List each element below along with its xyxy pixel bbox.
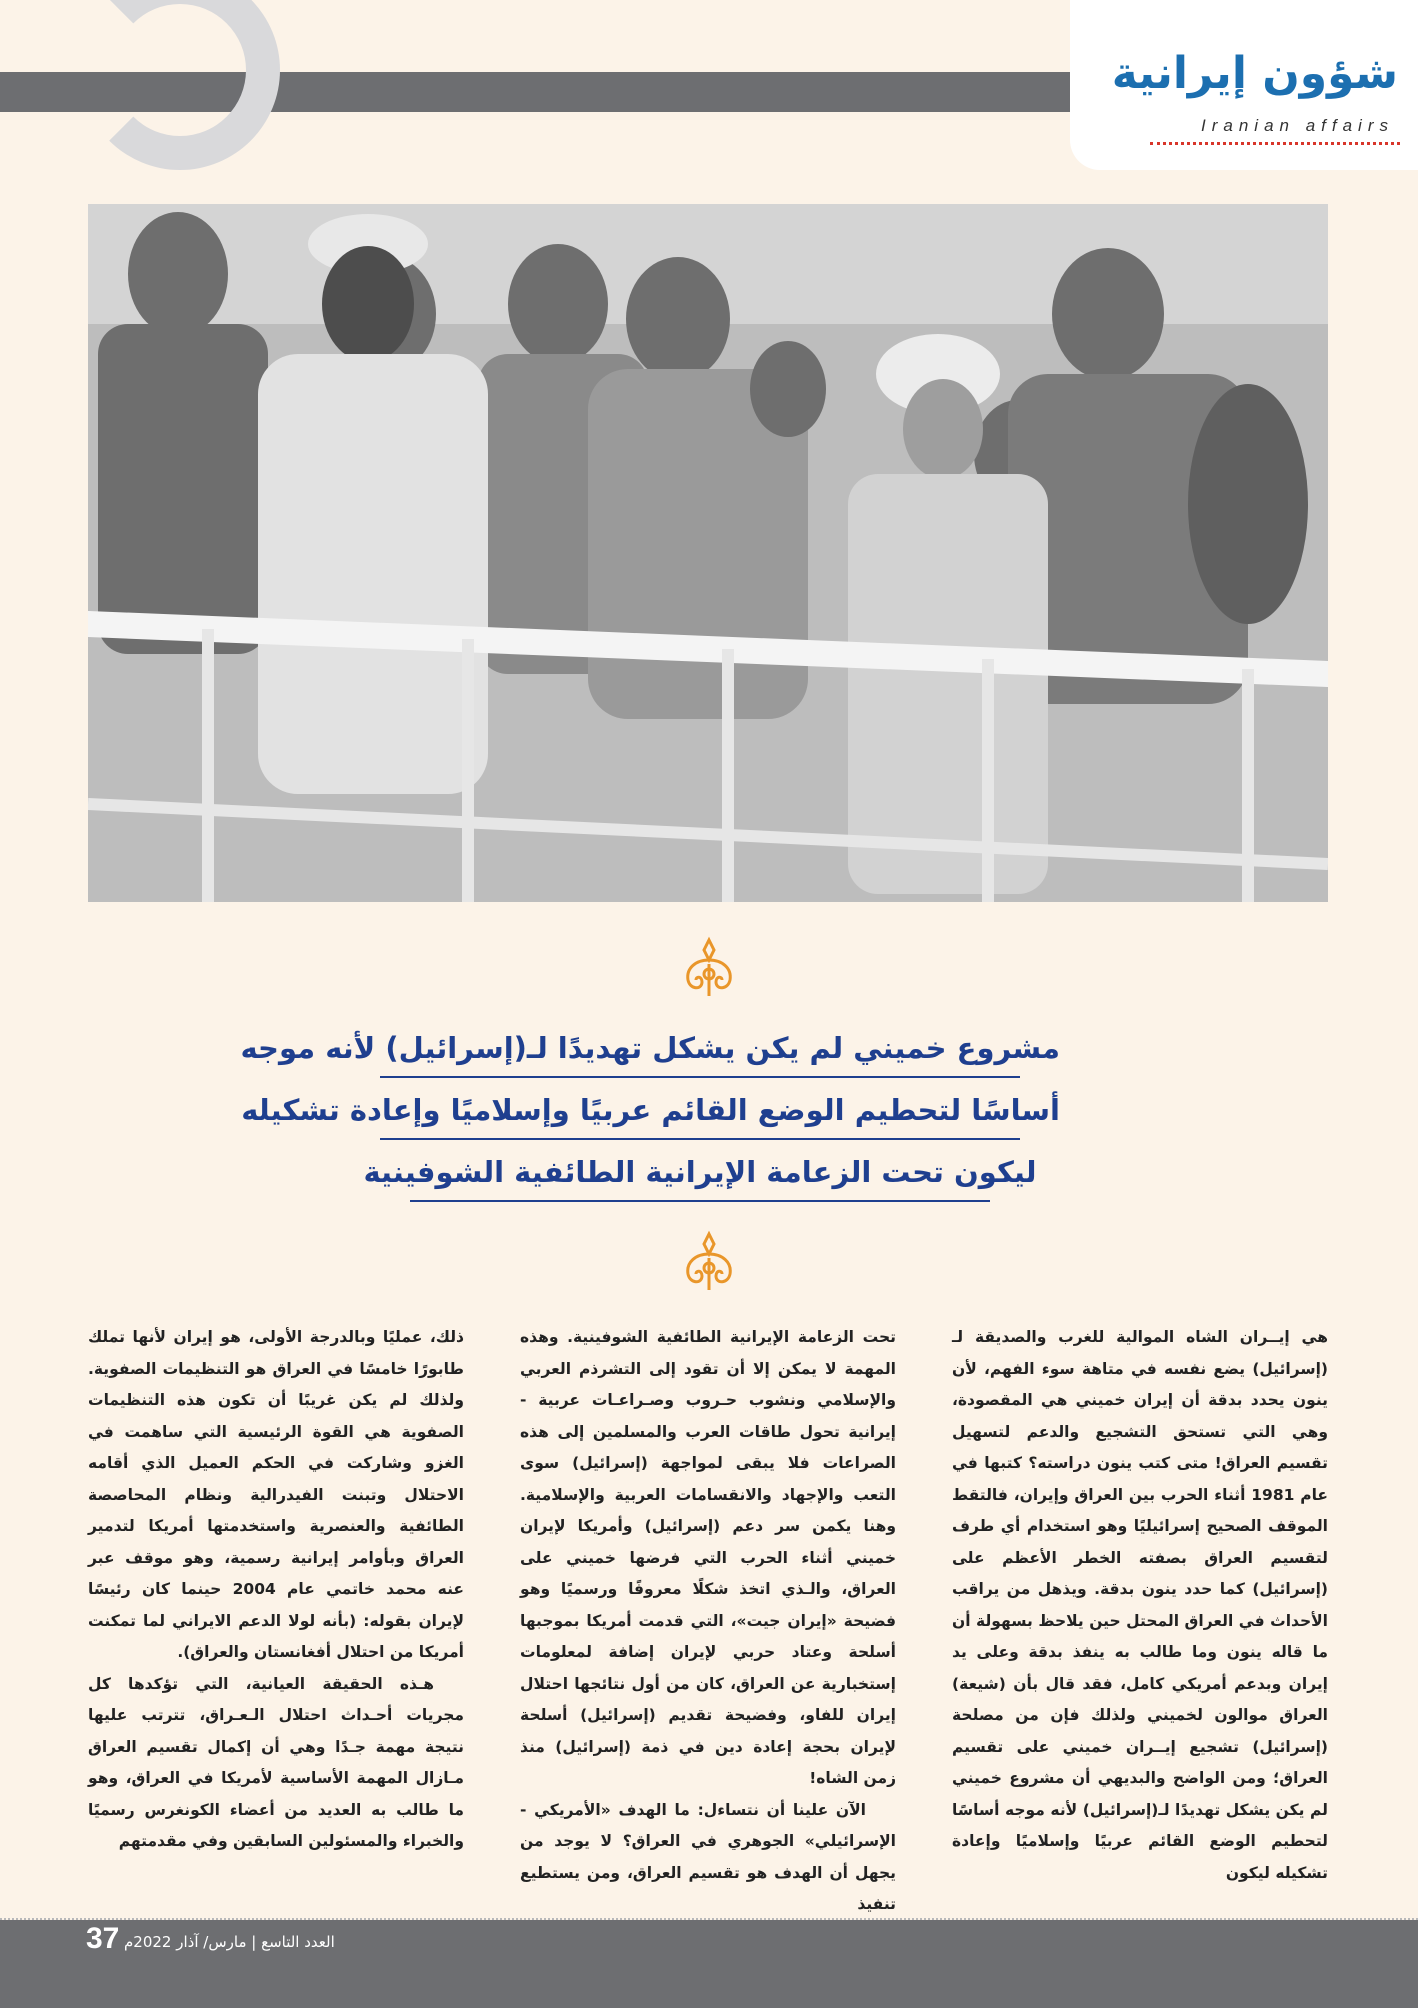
article-body xyxy=(88,1322,1328,1913)
paragraph: هي إيــران الشاه الموالية للغرب والصديقة لـ (إسرائيل) يضع نفسه في متاهة سوء الفهم، لأن ينون يحدد بدقة أن إيران خميني هي المقصودة، وهي التي تستحق التشجيع والدعم لتسهيل تقسيم العراق! متى كتب ينون دراسته؟ كتبها في عام 1981 أثناء الحرب بين العراق وإيران، فالتقط الموقف الصحيح إسرائيليًا وهو استخدام أي طرف لتقسيم العراق بصفته الخطر الأعظم على (إسرائيل) كما حدد ينون بدقة. ويذهل من يراقب الأحداث في العراق المحتل حين يلاحظ بسهولة أن ما قاله ينون وما طالب به ينفذ بدقة وعلى يد إيران وبدعم أمريكي كامل، فقد قال بأن (شيعة) العراق موالون لخميني ولذلك فإن من مصلحة (إسرائيل) تشجيع إيــران خميني على تقسيم العراق؛ ومن الواضح والبديهي أن مشروع خميني لم يكن يشكل تهديدًا لـ(إسرائيل) لأنه موجه أساسًا لتحطيم الوضع القائم عربيًا وإسلاميًا وإعادة تشكيله ليكون xyxy=(952,1328,1328,1882)
page-number: 37 xyxy=(86,1922,120,1955)
paragraph: هـذه الحقيقة العيانية، التي تؤكدها كل مجريات أحـداث احتلال الـعـراق، تترتب عليها نتيجة مهمة جـدًا وهي أن إكمال تقسيم العراق مـازال المهمة الأساسية لأمريكا في العراق، وهو ما طالب به العديد من أعضاء الكونغرس رسميًا والخبراء والمسئولين السابقين وفي مقدمتهم xyxy=(88,1674,464,1850)
logo-latin-text: Iranian affairs xyxy=(1201,116,1394,135)
paragraph: الآن علينا أن نتساءل: ما الهدف «الأمريكي - الإسرائيلي» الجوهري في العراق؟ لا يوجد من يجهل أن الهدف هو تقسيم العراق، ومن يستطيع تنفيذ xyxy=(520,1800,896,1913)
pull-quote-line-2: أساسًا لتحطيم الوضع القائم عربيًا وإسلاميًا وإعادة تشكيله xyxy=(241,1093,1060,1127)
historical-photo xyxy=(88,204,1328,902)
paragraph: تحت الزعامة الإيرانية الطائفية الشوفينية. وهذه المهمة لا يمكن إلا أن تقود إلى التشرذم العربي والإسلامي ونشوب حـروب وصـراعـات عربية - إيرانية تحول طاقات العرب والمسلمين إلى هذه الصراعات فلا يبقى لمواجهة (إسرائيل) سوى التعب والإجهاد والانقسامات العربية والإسلامية. وهنا يكمن سر دعم (إسرائيل) وأمريكا لإيران خميني أثناء الحرب التي فرضها خميني على العراق، والـذي اتخذ شكلًا معروفًا ورسميًا وهو فضيحة «إيران جيت»، التي قدمت أمريكا بموجبها أسلحة وعتاد حربي لإيران إضافة لمعلومات إستخبارية عن العراق، كان من أول نتائجها احتلال إيران للفاو، وفضيحة تقديم (إسرائيل) أسلحة لإيران بحجة إعادة دين في ذمة (إسرائيل) منذ زمن الشاه! xyxy=(520,1328,896,1787)
pull-quote-line-3: ليكون تحت الزعامة الإيرانية الطائفية الشوفينية xyxy=(363,1155,1037,1189)
article-column-3 xyxy=(88,1322,464,1858)
ornament-top-icon xyxy=(674,934,744,1004)
ornament-bottom-icon xyxy=(674,1228,744,1298)
article-column-1 xyxy=(952,1322,1328,1889)
paragraph: ذلك، عمليًا وبالدرجة الأولى، هو إيران لأنها تملك طابورًا خامسًا في العراق هو التنظيمات الصفوية. ولذلك لم يكن غريبًا أن تكون هذه التنظيمات الصفوية هي القوة الرئيسية التي ساهمت في الغزو وشاركت في الحكم العميل الذي أقامه الاحتلال وتبنت الفيدرالية ونظام المحاصصة الطائفية والعنصرية واستخدمتها أمريكا لتدمير العراق وبأوامر إيرانية رسمية، وهو موقف عبر عنه محمد خاتمي عام 2004 حينما كان رئيسًا لإيران بقوله: (بأنه لولا الدعم الايراني لما تمكنت أمريكا من احتلال أفغانستان والعراق). xyxy=(88,1328,464,1661)
pull-quote-rule xyxy=(410,1200,990,1202)
photo-illustration xyxy=(88,204,1328,902)
pull-quote-rule xyxy=(380,1076,1020,1078)
pull-quote-line-1: مشروع خميني لم يكن يشكل تهديدًا لـ(إسرائيل) لأنه موجه xyxy=(240,1031,1060,1065)
decorative-ring xyxy=(80,0,280,170)
logo-dotted-rule xyxy=(1150,142,1400,145)
magazine-logo xyxy=(1070,0,1418,170)
article-column-2 xyxy=(520,1322,896,1921)
pull-quote-rule xyxy=(380,1138,1020,1140)
pull-quote xyxy=(240,1020,1060,1206)
issue-label: العدد التاسع | مارس/ آذار 2022م xyxy=(124,1933,335,1951)
logo-arabic-text: شؤون إيرانية xyxy=(1111,48,1398,99)
